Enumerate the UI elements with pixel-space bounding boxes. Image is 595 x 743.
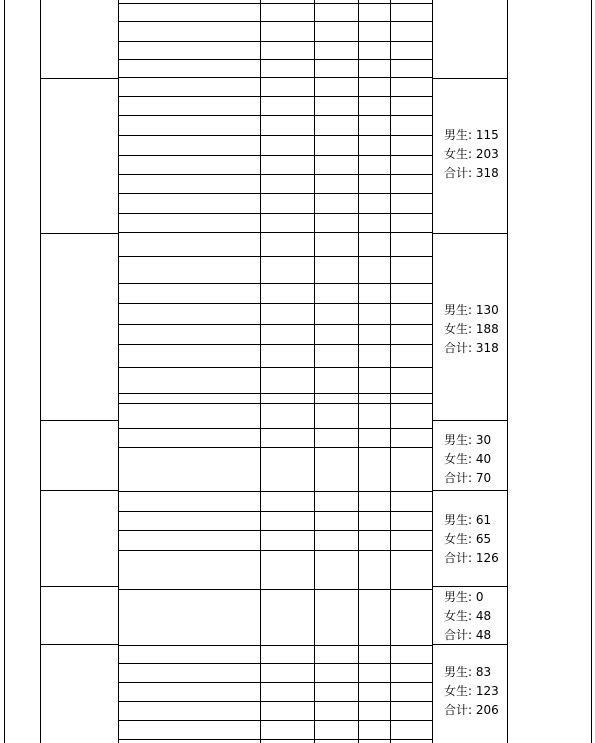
grade-cell (260, 393, 314, 403)
class-name-cell (118, 21, 260, 41)
class-name-cell (118, 193, 260, 213)
female-count-cell (390, 550, 432, 589)
male-count-cell (358, 155, 390, 174)
total-count-cell (314, 720, 358, 739)
female-count-cell (390, 589, 432, 645)
female-count-cell (390, 155, 432, 174)
class-name-cell (118, 135, 260, 155)
class-name-cell (118, 682, 260, 701)
male-count-cell (358, 59, 390, 77)
summary-total: 合计: 318 (444, 165, 499, 180)
grade-cell (260, 77, 314, 96)
summary-female: 女生: 48 (444, 609, 492, 623)
grade-cell (260, 115, 314, 135)
male-count-cell (358, 77, 390, 96)
male-count-cell (358, 447, 390, 491)
class-name-cell (118, 344, 260, 367)
class-name-cell (118, 511, 260, 530)
female-count-cell (390, 41, 432, 59)
total-count-cell (314, 447, 358, 491)
dept-rule (432, 233, 507, 234)
total-count-cell (314, 645, 358, 663)
female-count-cell (390, 663, 432, 682)
male-count-cell (358, 344, 390, 367)
grade-cell (260, 324, 314, 344)
total-count-cell (314, 135, 358, 155)
class-name-cell (118, 283, 260, 303)
total-count-cell (314, 682, 358, 701)
female-count-cell (390, 324, 432, 344)
summary-total: 合计: 126 (444, 551, 499, 565)
summary-total: 合计: 318 (444, 341, 499, 355)
female-count-cell (390, 77, 432, 96)
total-count-cell (314, 403, 358, 428)
total-count-cell (314, 344, 358, 367)
summary-female: 女生: 188 (444, 322, 499, 336)
class-name-cell (118, 589, 260, 645)
grade-cell (260, 232, 314, 256)
female-count-cell (390, 303, 432, 324)
male-count-cell (358, 511, 390, 530)
grade-cell (260, 174, 314, 193)
grade-cell (260, 530, 314, 550)
male-count-cell (358, 491, 390, 511)
total-count-cell (314, 428, 358, 447)
dept-rule (432, 586, 507, 587)
male-count-cell (358, 589, 390, 645)
department-summary (444, 663, 499, 720)
total-count-cell (314, 530, 358, 550)
male-count-cell (358, 21, 390, 41)
female-count-cell (390, 174, 432, 193)
grade-cell (260, 550, 314, 589)
male-count-cell (358, 701, 390, 720)
total-count-cell (314, 115, 358, 135)
female-count-cell (390, 447, 432, 491)
class-name-cell (118, 303, 260, 324)
department-name-cell (40, 645, 118, 739)
summary-male: 男生: 61 (444, 513, 492, 527)
total-count-cell (314, 367, 358, 393)
male-count-cell (358, 41, 390, 59)
female-count-cell (390, 59, 432, 77)
female-count-cell (390, 530, 432, 550)
grade-cell (260, 303, 314, 324)
class-name-cell (118, 447, 260, 491)
total-count-cell (314, 324, 358, 344)
department-name-cell (40, 77, 118, 232)
summary-total: 合计: 206 (444, 703, 499, 717)
male-count-cell (358, 232, 390, 256)
total-count-cell (314, 59, 358, 77)
class-name-cell (118, 213, 260, 232)
department-name-cell (40, 589, 118, 645)
male-count-cell (358, 720, 390, 739)
grade-cell (260, 155, 314, 174)
female-count-cell (390, 403, 432, 428)
class-name-cell (118, 155, 260, 174)
class-name-cell (118, 96, 260, 115)
summary-female: 女生: 65 (444, 532, 492, 546)
male-count-cell (358, 96, 390, 115)
total-count-cell (314, 3, 358, 21)
male-count-cell (358, 135, 390, 155)
total-count-cell (314, 303, 358, 324)
grade-cell (260, 682, 314, 701)
class-name-cell (118, 232, 260, 256)
class-name-cell (118, 3, 260, 21)
total-count-cell (314, 213, 358, 232)
male-count-cell (358, 283, 390, 303)
class-name-cell (118, 41, 260, 59)
female-count-cell (390, 213, 432, 232)
grade-cell (260, 491, 314, 511)
female-count-cell (390, 232, 432, 256)
summary-total: 合计: 70 (444, 470, 492, 485)
total-count-cell (314, 491, 358, 511)
summary-male: 男生: 0 (444, 590, 484, 604)
class-name-cell (118, 367, 260, 393)
grade-cell (260, 511, 314, 530)
column-rule (591, 0, 592, 743)
total-count-cell (314, 701, 358, 720)
department-summary (444, 126, 499, 183)
female-count-cell (390, 511, 432, 530)
department-summary (444, 431, 491, 488)
grade-cell (260, 344, 314, 367)
class-name-cell (118, 403, 260, 428)
female-count-cell (390, 367, 432, 393)
male-count-cell (358, 256, 390, 283)
class-name-cell (118, 491, 260, 511)
male-count-cell (358, 428, 390, 447)
grade-cell (260, 3, 314, 21)
female-count-cell (390, 3, 432, 21)
summary-male: 男生: 115 (444, 127, 499, 142)
male-count-cell (358, 3, 390, 21)
male-count-cell (358, 682, 390, 701)
class-name-cell (118, 393, 260, 403)
grade-cell (260, 701, 314, 720)
class-name-cell (118, 324, 260, 344)
grade-cell (260, 21, 314, 41)
dept-rule (432, 490, 507, 491)
grade-cell (260, 403, 314, 428)
column-rule (4, 0, 5, 743)
grade-cell (260, 256, 314, 283)
female-count-cell (390, 193, 432, 213)
column-rule (507, 0, 508, 743)
female-count-cell (390, 283, 432, 303)
dept-rule (432, 78, 507, 79)
grade-cell (260, 645, 314, 663)
summary-male: 男生: 30 (444, 432, 492, 447)
grade-cell (260, 59, 314, 77)
row-rule (118, 739, 432, 740)
department-summary (444, 588, 491, 645)
total-count-cell (314, 193, 358, 213)
grade-cell (260, 135, 314, 155)
female-count-cell (390, 96, 432, 115)
total-count-cell (314, 511, 358, 530)
grade-cell (260, 428, 314, 447)
total-count-cell (314, 174, 358, 193)
total-count-cell (314, 589, 358, 645)
female-count-cell (390, 344, 432, 367)
total-count-cell (314, 155, 358, 174)
female-count-cell (390, 682, 432, 701)
class-name-cell (118, 174, 260, 193)
department-name-cell (40, 232, 118, 428)
female-count-cell (390, 428, 432, 447)
summary-female: 女生: 40 (444, 451, 492, 466)
male-count-cell (358, 403, 390, 428)
female-count-cell (390, 720, 432, 739)
total-count-cell (314, 96, 358, 115)
total-count-cell (314, 232, 358, 256)
male-count-cell (358, 303, 390, 324)
summary-female: 女生: 203 (444, 146, 499, 161)
class-name-cell (118, 645, 260, 663)
class-name-cell (118, 115, 260, 135)
class-name-cell (118, 428, 260, 447)
female-count-cell (390, 115, 432, 135)
total-count-cell (314, 663, 358, 682)
female-count-cell (390, 491, 432, 511)
grade-cell (260, 193, 314, 213)
male-count-cell (358, 550, 390, 589)
grade-cell (260, 213, 314, 232)
class-name-cell (118, 663, 260, 682)
female-count-cell (390, 256, 432, 283)
female-count-cell (390, 701, 432, 720)
total-count-cell (314, 77, 358, 96)
grade-cell (260, 283, 314, 303)
grade-cell (260, 96, 314, 115)
male-count-cell (358, 530, 390, 550)
male-count-cell (358, 324, 390, 344)
department-name-cell (40, 428, 118, 491)
summary-male: 男生: 130 (444, 303, 499, 317)
total-count-cell (314, 283, 358, 303)
male-count-cell (358, 213, 390, 232)
male-count-cell (358, 115, 390, 135)
female-count-cell (390, 645, 432, 663)
class-name-cell (118, 530, 260, 550)
grade-cell (260, 589, 314, 645)
class-name-cell (118, 720, 260, 739)
female-count-cell (390, 21, 432, 41)
male-count-cell (358, 393, 390, 403)
department-summary (444, 301, 499, 358)
summary-total: 合计: 48 (444, 628, 492, 642)
male-count-cell (358, 663, 390, 682)
male-count-cell (358, 193, 390, 213)
department-name-cell (40, 491, 118, 589)
male-count-cell (358, 174, 390, 193)
female-count-cell (390, 135, 432, 155)
total-count-cell (314, 41, 358, 59)
grade-cell (260, 367, 314, 393)
class-name-cell (118, 701, 260, 720)
male-count-cell (358, 367, 390, 393)
total-count-cell (314, 256, 358, 283)
summary-female: 女生: 123 (444, 684, 499, 698)
female-count-cell (390, 393, 432, 403)
dept-rule (432, 420, 507, 421)
class-name-cell (118, 77, 260, 96)
class-name-cell (118, 256, 260, 283)
total-count-cell (314, 21, 358, 41)
column-rule (432, 0, 433, 743)
grade-cell (260, 663, 314, 682)
department-summary (444, 511, 499, 568)
total-count-cell (314, 550, 358, 589)
summary-male: 男生: 83 (444, 665, 492, 679)
male-count-cell (358, 645, 390, 663)
grade-cell (260, 41, 314, 59)
class-name-cell (118, 59, 260, 77)
grade-cell (260, 720, 314, 739)
class-name-cell (118, 550, 260, 589)
total-count-cell (314, 393, 358, 403)
grade-cell (260, 447, 314, 491)
